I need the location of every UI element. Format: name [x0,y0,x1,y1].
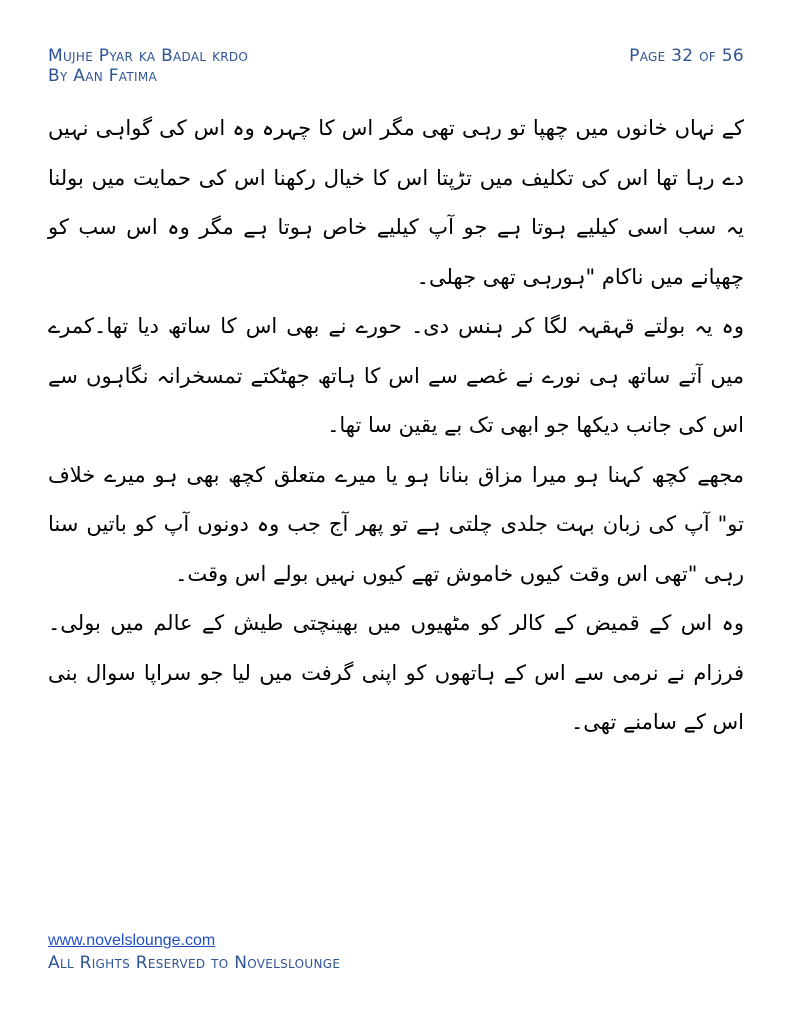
paragraph: کے نہاں خانوں میں چھپا تو رہی تھی مگر اس کا چہرہ وہ اس کی گواہی نہیں دے رہا تھا اس کی تکلیف میں تڑپتا اس کا خیال رکھنا اس کی حمایت میں بولنا یہ سب اسی کیلیے ہوتا ہے جو آپ کیلیے خاص ہوتا ہے مگر وہ اس سب کو چھپانے میں ناکام "ہورہی تھی جھلی۔ [48,116,744,289]
novel-body [48,104,744,748]
page-footer [48,930,340,974]
website-link[interactable]: www.novelslounge.com [48,932,216,949]
paragraph: وہ اس کے قمیض کے کالر کو مٹھیوں میں بھینچتی طیش کے عالم میں بولی۔ فرزام نے نرمی سے اس کے ہاتھوں کو اپنی گرفت میں لیا جو سراپا سوال بنی اس کے سامنے تھی۔ [48,611,744,734]
page-number: Page 32 of 56 [629,46,744,66]
novel-title: Mujhe Pyar ka Badal krdo [48,46,249,66]
rights-notice: All Rights Reserved to Novelslounge [48,953,341,973]
paragraph: مجھے کچھ کہنا ہو میرا مزاق بنانا ہو یا میرے متعلق کچھ بھی ہو میرے خلاف تو" آپ کی زبان بہت جلدی چلتی ہے تو پھر آج جب وہ دونوں آپ کو باتیں سنا رہی "تھی اس وقت کیوں خاموش تھے کیوں نہیں بولے اس وقت۔ [48,462,744,586]
author-name: By Aan Fatima [48,66,158,86]
page-header [48,46,744,96]
paragraph: وہ یہ بولتے قہقہہ لگا کر ہنس دی۔ حورے نے بھی اس کا ساتھ دیا تھا۔کمرے میں آتے ساتھ ہی نورے نے غصے سے اس کا ہاتھ جھٹکتے تمسخرانہ نگاہوں سے اس کی جانب دیکھا جو ابھی تک بے یقین سا تھا۔ [48,314,744,437]
